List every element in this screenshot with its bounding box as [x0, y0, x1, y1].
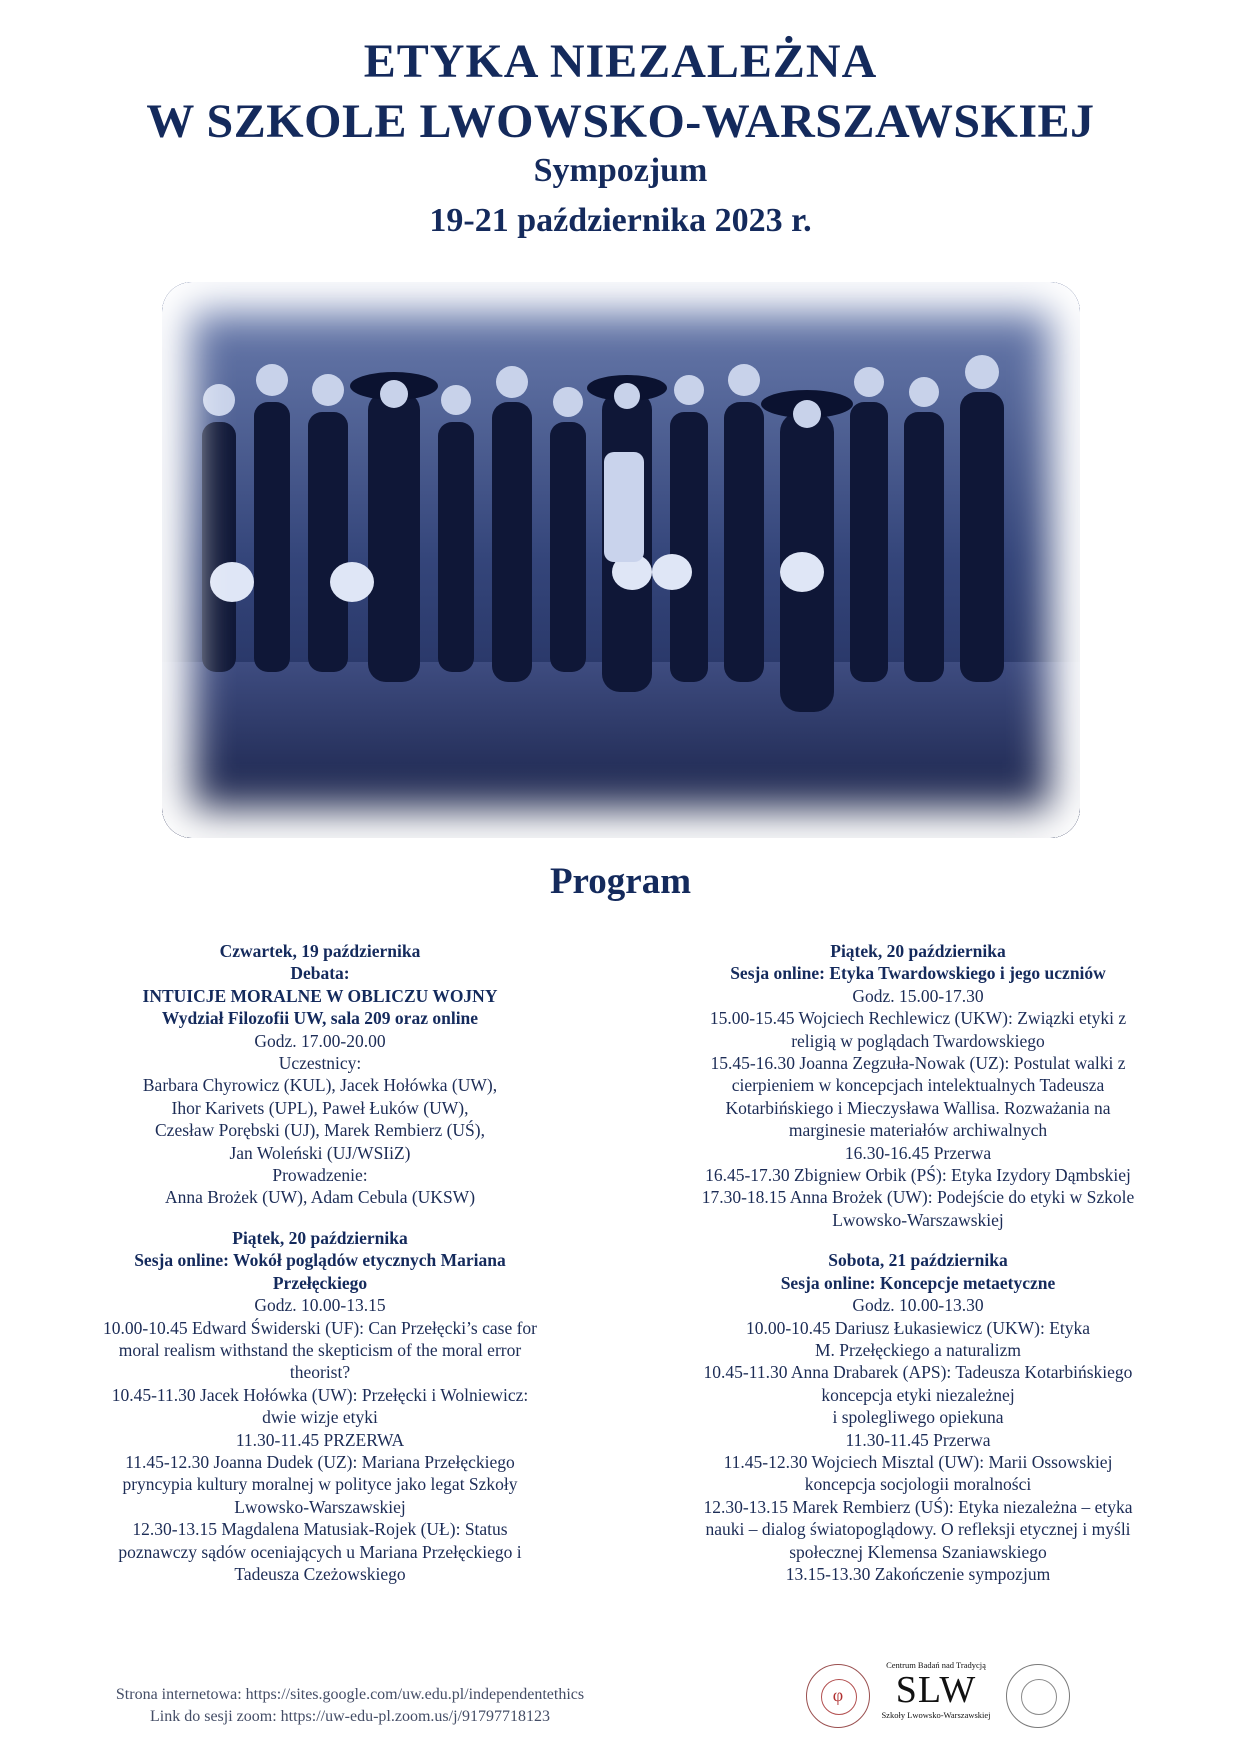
program-line: 15.45-16.30 Joanna Zegzuła-Nowak (UZ): Postulat walki z	[710, 1053, 1126, 1074]
program-right-column	[638, 940, 1198, 1585]
moderation-label: Prowadzenie:	[272, 1165, 368, 1186]
program-line: 12.30-13.15 Marek Rembierz (UŚ): Etyka niezależna – etyka	[703, 1496, 1133, 1517]
program-line: 11.45-12.30 Joanna Dudek (UZ): Mariana Przełęckiego	[125, 1451, 515, 1472]
program-line: koncepcja etyki niezależnej	[821, 1384, 1015, 1405]
program-line: Lwowsko-Warszawskiej	[234, 1496, 406, 1517]
program-line: 15.00-15.45 Wojciech Rechlewicz (UKW): Związki etyki z	[709, 1008, 1127, 1029]
program-line: M. Przełęckiego a naturalizm	[814, 1339, 1022, 1360]
slw-logo-bottom: Szkoły Lwowsko-Warszawskiej	[881, 1710, 991, 1720]
moderation-names: Anna Brożek (UW), Adam Cebula (UKSW)	[164, 1187, 476, 1208]
program-line: 10.45-11.30 Jacek Hołówka (UW): Przełęcki i Wolniewicz:	[111, 1384, 529, 1405]
faculty-seal-icon	[806, 1664, 870, 1728]
subtitle: Sympozjum	[533, 152, 708, 189]
day-heading: Piątek, 20 października	[232, 1227, 408, 1248]
program-line: pryncypia kultury moralnej w polityce jako legat Szkoły	[122, 1474, 518, 1495]
slw-logo	[880, 1660, 992, 1720]
program-line: 10.45-11.30 Anna Drabarek (APS): Tadeusza Kotarbińskiego	[703, 1362, 1133, 1383]
program-line: społecznej Klemensa Szaniawskiego	[789, 1541, 1047, 1562]
program-line: religią w poglądach Twardowskiego	[791, 1030, 1045, 1051]
participants-line: Jan Woleński (UJ/WSIiZ)	[229, 1142, 411, 1163]
debate-place: Wydział Filozofii UW, sala 209 oraz online	[161, 1008, 479, 1029]
program-line: 17.30-18.15 Anna Brożek (UW): Podejście do etyki w Szkole	[701, 1187, 1135, 1208]
program-heading: Program	[549, 861, 692, 902]
session-title: Przełęckiego	[272, 1272, 368, 1293]
participants-line: Ihor Karivets (UPL), Paweł Łuków (UW),	[171, 1097, 469, 1118]
session-title: Sesja online: Koncepcje metaetyczne	[780, 1272, 1056, 1293]
program-line: 10.00-10.45 Edward Świderski (UF): Can Przełęcki’s case for	[103, 1317, 537, 1338]
program-line: Lwowsko-Warszawskiej	[832, 1209, 1004, 1230]
event-type: Debata:	[290, 963, 350, 984]
session-title: Sesja online: Etyka Twardowskiego i jego uczniów	[730, 963, 1106, 984]
faculty-seal-letter: φ	[832, 1685, 844, 1705]
program-line: 16.45-17.30 Zbigniew Orbik (PŚ): Etyka Izydory Dąmbskiej	[705, 1165, 1131, 1186]
program-line: poznawczy sądów oceniających u Mariana Przełęckiego i	[118, 1541, 522, 1562]
program-line: 11.45-12.30 Wojciech Misztal (UW): Marii Ossowskiej	[723, 1451, 1113, 1472]
program-line: theorist?	[289, 1362, 351, 1383]
program-line: 11.30-11.45 Przerwa	[845, 1429, 991, 1450]
program-left-column	[50, 940, 590, 1585]
program-line: Tadeusza Czeżowskiego	[234, 1563, 406, 1584]
program-line: koncepcja socjologii moralności	[804, 1474, 1032, 1495]
zoom-link[interactable]: Link do sesji zoom: https://uw-edu-pl.zoom.us/j/91797718123	[150, 1708, 550, 1725]
university-seal-icon	[1006, 1664, 1070, 1728]
website-link[interactable]: Strona internetowa: https://sites.google.com/uw.edu.pl/independentethics	[115, 1686, 585, 1703]
participants-line: Czesław Porębski (UJ), Marek Rembierz (UŚ),	[155, 1120, 485, 1141]
program-line: marginesie materiałów archiwalnych	[788, 1120, 1048, 1141]
title-line-2: W SZKOLE LWOWSKO-WARSZAWSKIEJ	[146, 95, 1095, 148]
program-line: i spolegliwego opiekuna	[832, 1407, 1004, 1428]
participants-label: Uczestnicy:	[278, 1053, 362, 1074]
session-title: Sesja online: Wokół poglądów etycznych Mariana	[134, 1250, 506, 1271]
program-line: 11.30-11.45 PRZERWA	[235, 1429, 405, 1450]
program-line: 12.30-13.15 Magdalena Matusiak-Rojek (UŁ): Status	[132, 1519, 508, 1540]
program-line: dwie wizje etyki	[262, 1407, 378, 1428]
debate-title: INTUICJE MORALNE W OBLICZU WOJNY	[142, 985, 498, 1006]
program-line: 13.15-13.30 Zakończenie sympozjum	[785, 1563, 1051, 1584]
program-line: Kotarbińskiego i Mieczysława Wallisa. Rozważania na	[725, 1097, 1111, 1118]
logos	[800, 1660, 1220, 1730]
day-heading: Sobota, 21 października	[828, 1250, 1008, 1271]
session-hours: Godz. 15.00-17.30	[852, 985, 984, 1006]
slw-logo-top: Centrum Badań nad Tradycją	[886, 1660, 986, 1670]
program-line: cierpieniem w koncepcjach intelektualnych Tadeusza	[731, 1075, 1105, 1096]
debate-hours: Godz. 17.00-20.00	[254, 1030, 386, 1051]
program-line: 10.00-10.45 Dariusz Łukasiewicz (UKW): Etyka	[745, 1317, 1091, 1338]
title-line-1: ETYKA NIEZALEŻNA	[363, 35, 878, 88]
group-photo	[162, 282, 1080, 838]
footer	[40, 1684, 660, 1728]
day-heading: Piątek, 20 października	[830, 941, 1006, 961]
program-line: moral realism withstand the skepticism of the moral error	[118, 1339, 522, 1360]
participants-line: Barbara Chyrowicz (KUL), Jacek Hołówka (UW),	[142, 1075, 498, 1096]
slw-logo-mark: SLW	[895, 1669, 977, 1711]
program-line: nauki – dialog światopoglądowy. O refleksji etycznej i myśli	[705, 1519, 1131, 1540]
program-line: 16.30-16.45 Przerwa	[844, 1142, 992, 1163]
day-heading: Czwartek, 19 października	[219, 941, 421, 961]
session-hours: Godz. 10.00-13.30	[852, 1295, 984, 1316]
event-date: 19-21 października 2023 r.	[429, 202, 812, 239]
session-hours: Godz. 10.00-13.15	[254, 1295, 386, 1316]
